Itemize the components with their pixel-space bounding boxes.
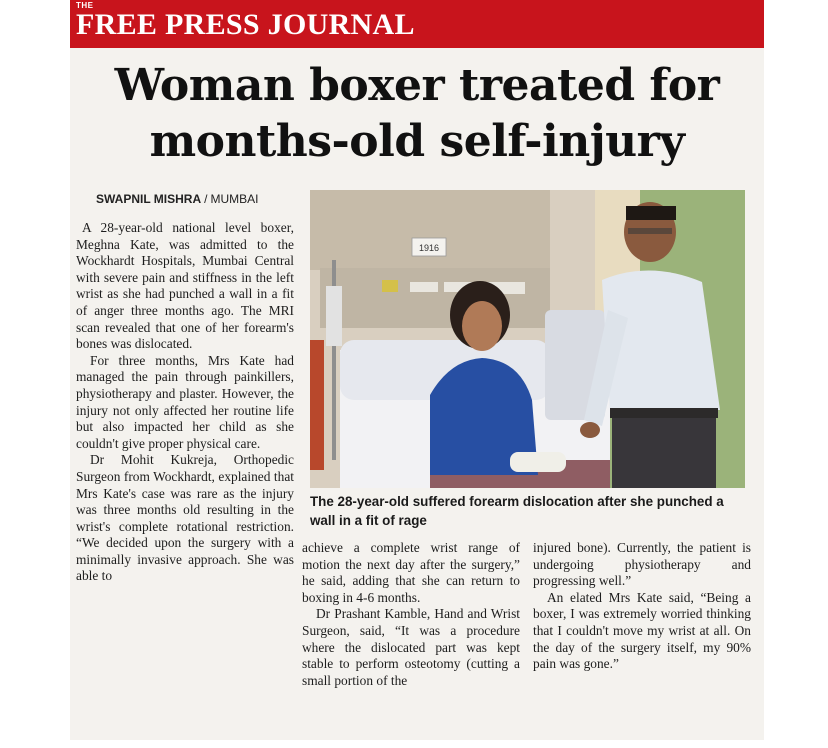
masthead — [70, 0, 764, 48]
byline — [96, 192, 258, 206]
headline-line-2: months-old self-injury — [149, 116, 685, 167]
room-sign: 1916 — [418, 243, 440, 253]
paragraph: A 28-year-old national level boxer, Meghna Kate, was admitted to the Wockhardt Hospitals, Mumbai Central with severe pain and stiffness in the left wrist as she had punched a wall in a fit of anger three months ago. The MRI scan revealed that one of her forearm's bones was dislocated. — [76, 220, 294, 352]
paragraph: For three months, Mrs Kate had managed the pain through painkillers, physiotherapy and plaster. However, the injury not only affected her routine life but also impacted her child as she couldn't give proper physical care. — [76, 352, 294, 451]
newspaper-clipping — [70, 0, 764, 740]
article-column-1 — [76, 220, 294, 735]
headline-line-1: Woman boxer treated for — [114, 60, 720, 111]
paragraph: achieve a complete wrist range of motion the next day after the surgery,” he said, adding that she can return to boxing in 4-6 months. — [302, 540, 520, 605]
paragraph: Dr Prashant Kamble, Hand and Wrist Surgeon, said, “It was a procedure where the dislocated part was kept stable to perform osteotomy (cutting a small portion of the — [302, 606, 520, 688]
byline-separator: / — [204, 192, 208, 206]
byline-location: MUMBAI — [210, 192, 259, 206]
masthead-the: THE — [76, 1, 94, 10]
headline — [70, 58, 764, 170]
news-photo — [310, 190, 745, 488]
article-column-2 — [302, 540, 520, 689]
paragraph: injured bone). Currently, the patient is undergoing physiotherapy and progressing well.” — [533, 540, 751, 589]
article-column-3 — [533, 540, 751, 673]
hospital-room-photo — [310, 190, 745, 488]
paragraph: Dr Mohit Kukreja, Orthopedic Surgeon from Wockhardt, explained that Mrs Kate's case was rare as the injury was three months old resulting in the wrist's complete rotational restriction. “We decided upon the surgery with a minimally invasive approach. She was able to — [76, 452, 294, 584]
masthead-title: FREE PRESS JOURNAL — [76, 8, 415, 41]
byline-author: SWAPNIL MISHRA — [96, 192, 202, 206]
paragraph: An elated Mrs Kate said, “Being a boxer, I was extremely worried thinking that I couldn't move my wrist at all. On the day of the surgery itself, my 90% pain was gone.” — [533, 589, 751, 672]
photo-caption: The 28-year-old suffered forearm dislocation after she punched a wall in a fit of rage — [310, 494, 724, 528]
